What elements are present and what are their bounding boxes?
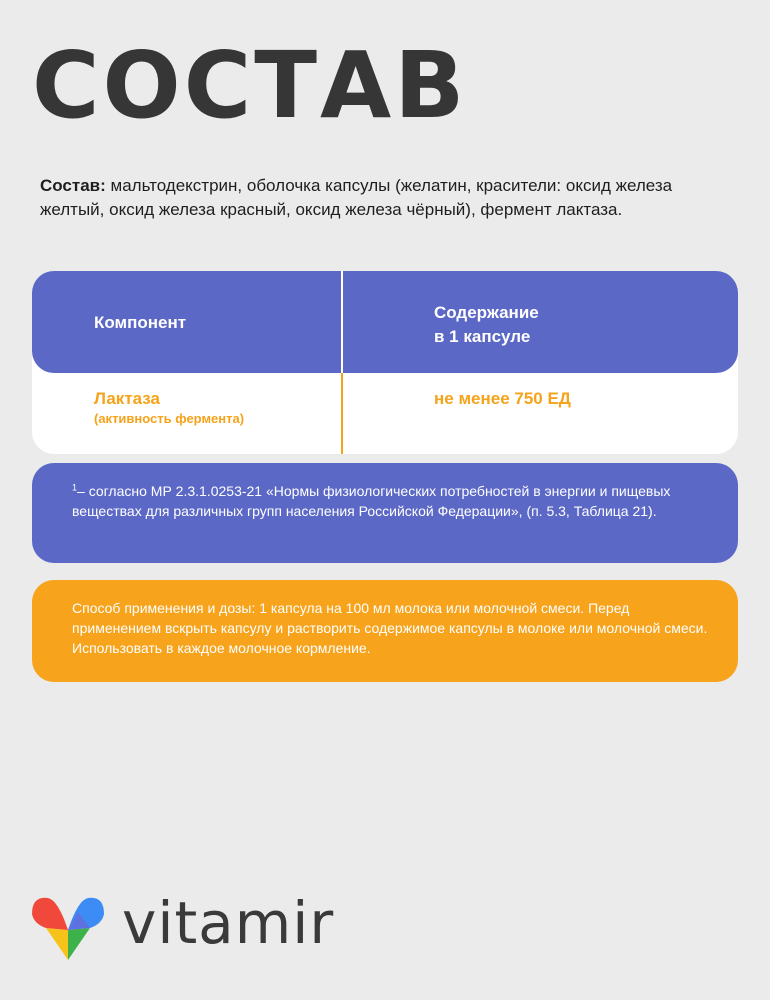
footnote-marker: 1 (72, 482, 78, 493)
brand-name: vitamir (122, 889, 335, 957)
vitamir-v-icon (30, 890, 106, 966)
page-title: СОСТАВ (32, 32, 468, 139)
row-divider (341, 373, 343, 454)
usage-body: 1 капсула на 100 мл молока или молочной смеси. Перед применением вскрыть капсулу и растворить содержимое капсулы в молоке или молочной смеси. Использовать в каждое молочное кормление. (72, 600, 708, 656)
header-content (434, 301, 694, 349)
brand-logo (30, 890, 370, 970)
usage-box (32, 580, 738, 682)
header-content-line1: Содержание (434, 303, 539, 322)
footnote-body: – согласно МР 2.3.1.0253-21 «Нормы физиологических потребностей в энергии и пищевых веществах для различных групп населения Российской Федерации», (п. 5.3, Таблица 21). (72, 483, 671, 519)
composition-label: Состав: (40, 176, 106, 195)
row-content: не менее 750 ЕД (434, 389, 571, 408)
footnote-box (32, 463, 738, 563)
row-component-sub: (активность фермента) (94, 411, 245, 426)
footnote-text (72, 481, 722, 521)
row-component: Лактаза (94, 389, 160, 408)
composition-table (32, 271, 738, 454)
composition-body: мальтодекстрин, оболочка капсулы (желатин, красители: оксид железа желтый, оксид железа красный, оксид железа чёрный), фермент лактаза. (40, 176, 673, 219)
header-content-line2: в 1 капсуле (434, 327, 531, 346)
header-component: Компонент (94, 313, 187, 332)
composition-text (40, 174, 730, 222)
usage-text (72, 598, 712, 658)
header-divider (341, 271, 343, 373)
usage-label: Способ применения и дозы: (72, 600, 256, 616)
table-header (32, 271, 738, 373)
